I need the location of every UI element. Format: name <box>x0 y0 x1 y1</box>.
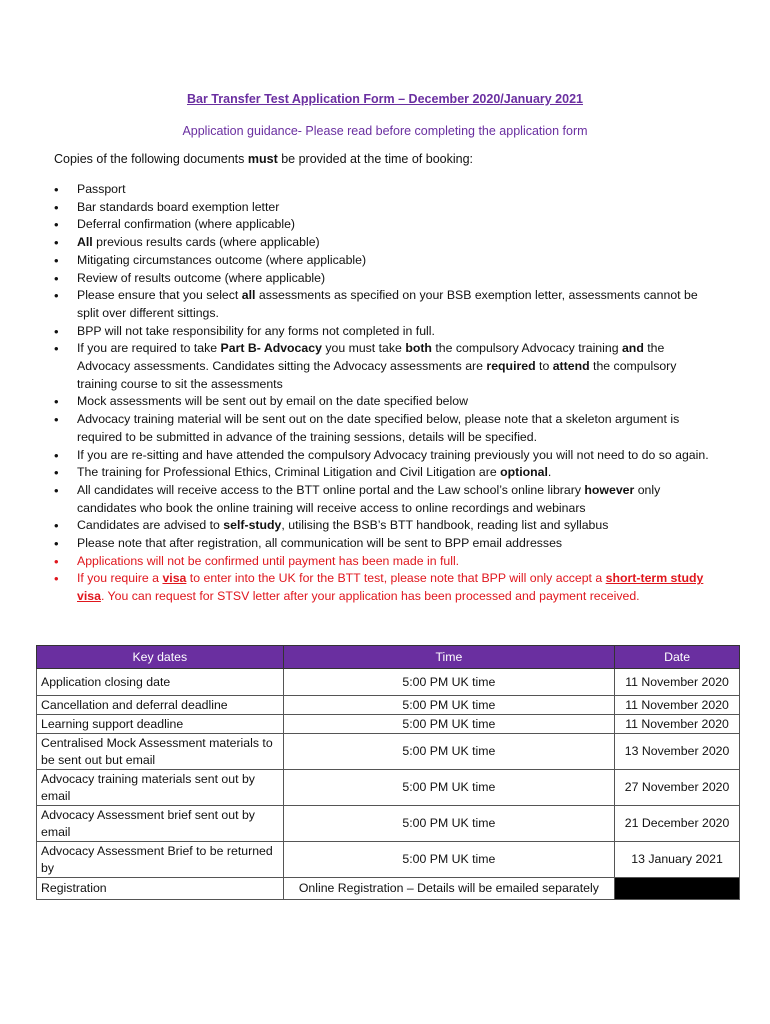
table-header-row <box>37 646 740 669</box>
intro-text-start: Copies of the following documents <box>54 152 248 166</box>
list-item-text: . You can request for STSV letter after your application has been processed and payment received. <box>100 589 640 604</box>
list-item <box>54 393 714 411</box>
table-cell-date: 13 November 2020 <box>615 734 740 770</box>
list-item-text: If you require a <box>77 571 163 586</box>
key-dates-body <box>37 669 740 900</box>
list-item-text: Mitigating circumstances outcome (where applicable) <box>77 252 367 267</box>
list-item <box>54 252 714 270</box>
list-item <box>54 411 714 446</box>
table-row <box>37 715 740 734</box>
list-item <box>54 287 714 322</box>
table-cell-date: 11 November 2020 <box>615 669 740 696</box>
table-cell-time: 5:00 PM UK time <box>283 715 614 734</box>
table-cell-date: 11 November 2020 <box>615 715 740 734</box>
intro-text-emphasis: must <box>247 152 278 166</box>
table-cell-label: Advocacy training materials sent out by email <box>37 770 284 806</box>
list-item-text: assessments as specified on your BSB exemption letter, assessments cannot be split over different sittings. <box>77 288 698 320</box>
table-row <box>37 734 740 770</box>
header-time: Time <box>283 646 614 669</box>
table-cell-date: 27 November 2020 <box>615 770 740 806</box>
list-item-text: to <box>535 359 553 374</box>
header-key-dates: Key dates <box>37 646 284 669</box>
list-item <box>54 181 714 199</box>
table-cell-date: 11 November 2020 <box>615 696 740 715</box>
list-item-text: Passport <box>77 182 126 196</box>
list-item-text: optional <box>500 465 548 480</box>
list-item-text: the compulsory Advocacy training <box>431 341 622 356</box>
list-item-text: Applications will not be confirmed until payment has been made in full. <box>77 553 460 568</box>
list-item-text: self-study <box>223 518 282 533</box>
list-item <box>54 199 714 217</box>
list-item-text: Deferral confirmation (where applicable) <box>77 217 296 232</box>
list-item-text: visa <box>162 571 187 586</box>
table-cell-label: Centralised Mock Assessment materials to be sent out but email <box>37 734 284 770</box>
list-item <box>54 340 714 393</box>
requirements-list <box>54 181 714 606</box>
list-item-text: Mock assessments will be sent out by email on the date specified below <box>77 394 468 409</box>
list-item-text: All <box>77 235 93 250</box>
table-cell-time: Online Registration – Details will be emailed separately <box>283 878 614 900</box>
list-item-text: Part B- Advocacy <box>220 341 322 356</box>
table-cell-time: 5:00 PM UK time <box>283 770 614 806</box>
list-item <box>54 482 714 517</box>
list-item-text: required <box>486 359 536 374</box>
list-item <box>54 234 714 252</box>
list-item-text: Please note that after registration, all communication will be sent to BPP email addresses <box>77 536 563 551</box>
list-item-text: BPP will not take responsibility for any forms not completed in full. <box>77 323 435 338</box>
list-item-text: The training for Professional Ethics, Criminal Litigation and Civil Litigation are <box>77 465 501 480</box>
table-cell-label: Cancellation and deferral deadline <box>37 696 284 715</box>
table-cell-date: 13 January 2021 <box>615 842 740 878</box>
list-item <box>54 216 714 234</box>
guidance-subtitle: Application guidance- Please read before completing the application form <box>182 124 588 138</box>
table-row <box>37 696 740 715</box>
list-item-text: all <box>241 288 256 303</box>
intro-text <box>54 152 473 166</box>
list-item-text: and <box>621 341 644 356</box>
table-row <box>37 806 740 842</box>
list-item-text: Please ensure that you select <box>77 288 242 303</box>
list-item-text: both <box>405 341 432 356</box>
list-item <box>54 570 714 605</box>
table-cell-time: 5:00 PM UK time <box>283 734 614 770</box>
list-item-text: to enter into the UK for the BTT test, please note that BPP will only accept a <box>186 571 606 586</box>
list-item-text: Candidates are advised to <box>77 518 224 533</box>
list-item <box>54 553 714 571</box>
list-item-text: If you are re-sitting and have attended the compulsory Advocacy training previously you will not need to do so again. <box>77 447 709 462</box>
list-item-text: All candidates will receive access to the BTT online portal and the Law school’s online library <box>77 482 585 497</box>
list-item-text: , utilising the BSB’s BTT handbook, reading list and syllabus <box>281 518 609 533</box>
table-cell-label: Advocacy Assessment Brief to be returned by <box>37 842 284 878</box>
table-row <box>37 842 740 878</box>
list-item-text: attend <box>552 359 590 374</box>
table-cell-date <box>615 878 740 900</box>
list-item-text: short-term study visa <box>77 571 704 604</box>
list-item-text: Bar standards board exemption letter <box>77 199 280 214</box>
document-title: Bar Transfer Test Application Form – December 2020/January 2021 <box>186 92 583 106</box>
list-item-text: only candidates who book the online training will receive access to online recordings and webinars <box>77 482 661 515</box>
table-cell-label: Learning support deadline <box>37 715 284 734</box>
list-item-text: the compulsory training course to sit the assessments <box>77 359 677 391</box>
table-row <box>37 770 740 806</box>
intro-text-end: be provided at the time of booking: <box>277 152 474 166</box>
table-cell-time: 5:00 PM UK time <box>283 806 614 842</box>
list-item-text: If you are required to take <box>77 341 221 356</box>
table-cell-label: Application closing date <box>37 669 284 696</box>
list-item-text: . <box>547 465 552 480</box>
table-cell-time: 5:00 PM UK time <box>283 696 614 715</box>
list-item-text: Review of results outcome (where applicable) <box>77 270 326 285</box>
table-cell-label: Registration <box>37 878 284 900</box>
list-item-text: you must take <box>321 341 406 356</box>
table-cell-date: 21 December 2020 <box>615 806 740 842</box>
table-cell-label: Advocacy Assessment brief sent out by email <box>37 806 284 842</box>
list-item <box>54 323 714 341</box>
list-item <box>54 447 714 465</box>
list-item-text: however <box>584 482 635 497</box>
list-item-text: previous results cards (where applicable) <box>92 235 320 250</box>
table-cell-time: 5:00 PM UK time <box>283 842 614 878</box>
list-item <box>54 270 714 288</box>
list-item-text: the Advocacy assessments. Candidates sitting the Advocacy assessments are <box>77 341 665 374</box>
list-item-text: Advocacy training material will be sent out on the date specified below, please note that a skeleton argument is required to be submitted in advance of the training sessions, details will be specified. <box>77 412 680 444</box>
list-item <box>54 517 714 535</box>
table-row <box>37 878 740 900</box>
table-row <box>37 669 740 696</box>
key-dates-table <box>36 645 740 900</box>
header-date: Date <box>615 646 740 669</box>
list-item <box>54 464 714 482</box>
table-cell-time: 5:00 PM UK time <box>283 669 614 696</box>
list-item <box>54 535 714 553</box>
